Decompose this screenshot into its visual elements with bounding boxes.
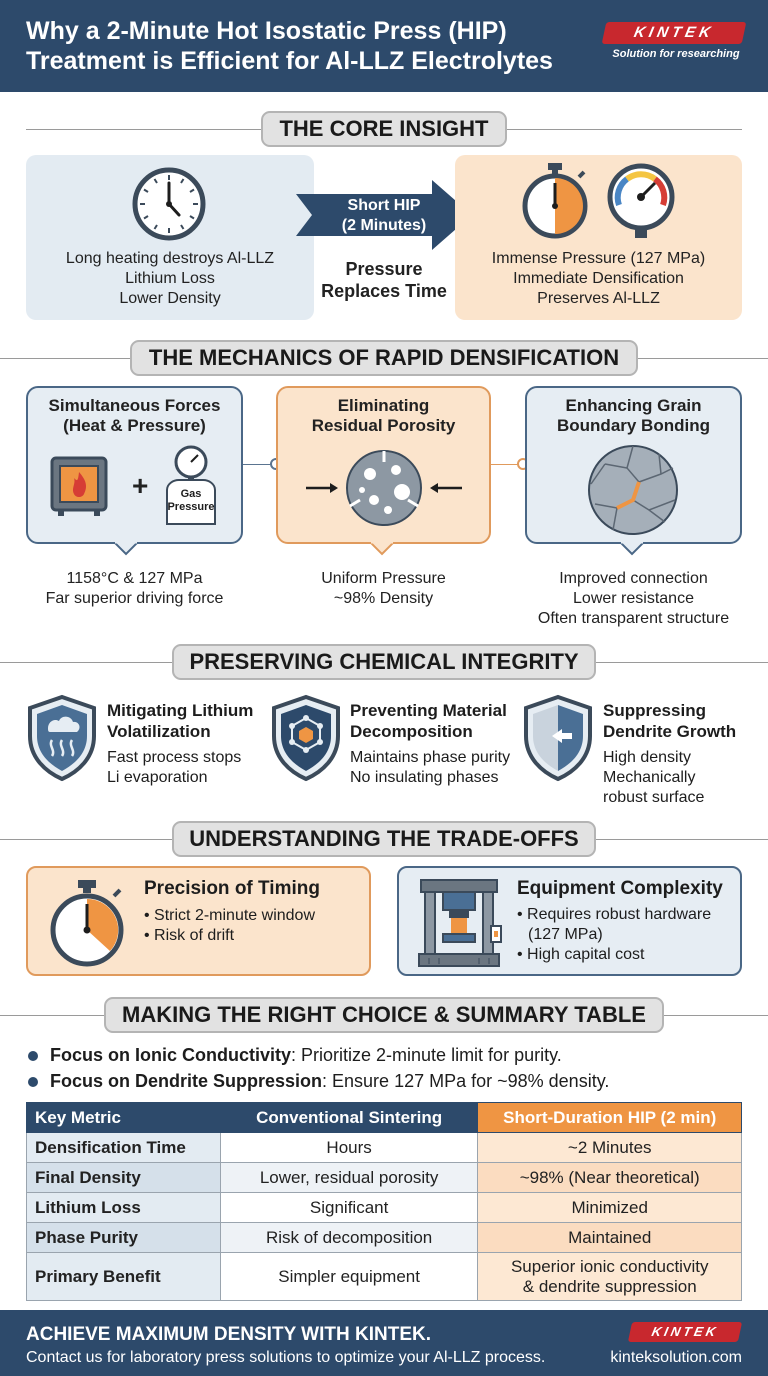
card-title: Enhancing Grain bbox=[565, 396, 702, 415]
tradeoff-title: Equipment Complexity bbox=[517, 878, 723, 899]
gauge-label: Pressure bbox=[167, 501, 215, 513]
arrow-label: Short HIP bbox=[347, 197, 421, 214]
tradeoff-title: Precision of Timing bbox=[144, 878, 320, 899]
card-caption: Improved connection bbox=[559, 570, 708, 587]
chem-item-title: Volatilization bbox=[107, 722, 211, 741]
footer-headline: ACHIEVE MAXIMUM DENSITY WITH KINTEK. bbox=[26, 1324, 431, 1345]
table-cell: Significant bbox=[220, 1193, 478, 1223]
summary-table bbox=[26, 1102, 742, 1301]
table-cell: ~98% (Near theoretical) bbox=[478, 1163, 742, 1193]
card-title: Simultaneous Forces bbox=[48, 396, 221, 415]
plus-icon: + bbox=[132, 470, 149, 501]
card-caption: Uniform Pressure bbox=[321, 570, 446, 587]
logo-tagline: Solution for researching bbox=[612, 48, 740, 60]
table-cell: Superior ionic conductivity & dendrite suppression bbox=[478, 1253, 742, 1301]
core-left-line: Long heating destroys Al-LLZ bbox=[65, 250, 275, 267]
card-caption: ~98% Density bbox=[333, 590, 434, 607]
shield-vapor-icon bbox=[26, 694, 98, 782]
tradeoff-bullet: Risk of drift bbox=[154, 927, 235, 944]
connector-line bbox=[243, 464, 273, 465]
chem-item-desc: Mechanically bbox=[603, 769, 696, 786]
chem-item-title: Mitigating Lithium bbox=[107, 701, 254, 720]
table-row bbox=[27, 1133, 742, 1163]
chem-item-desc: robust surface bbox=[603, 789, 705, 806]
table-row bbox=[27, 1163, 742, 1193]
tradeoff-equipment-card: Equipment Complexity • Requires robust hardware (127 MPa) • High capital cost bbox=[397, 866, 742, 976]
mechanics-card-grain bbox=[525, 386, 742, 544]
tradeoff-bullet: Requires robust hardware bbox=[527, 906, 712, 923]
table-row bbox=[27, 1253, 742, 1301]
choice-item: Focus on Ionic Conductivity: Prioritize 2-minute limit for purity. bbox=[50, 1045, 562, 1065]
bullet-icon bbox=[28, 1051, 38, 1061]
grain-boundary-icon bbox=[587, 444, 679, 536]
card-title: Boundary Bonding bbox=[557, 416, 710, 435]
chem-item-desc: No insulating phases bbox=[350, 769, 499, 786]
table-cell: Phase Purity bbox=[27, 1223, 221, 1253]
stopwatch-icon bbox=[519, 161, 591, 239]
kintek-logo[interactable]: KINTEK bbox=[602, 22, 747, 44]
card-caption: 1158°C & 127 MPa bbox=[66, 570, 203, 587]
furnace-icon bbox=[50, 456, 108, 518]
callout-pointer bbox=[114, 542, 138, 556]
bullet-icon bbox=[28, 1077, 38, 1087]
section-title-chemical: PRESERVING CHEMICAL INTEGRITY bbox=[172, 644, 596, 680]
callout-pointer bbox=[620, 542, 644, 556]
table-row bbox=[27, 1193, 742, 1223]
chem-item-title: Preventing Material bbox=[350, 701, 507, 720]
core-left-line: Lower Density bbox=[119, 290, 221, 307]
footer-subline: Contact us for laboratory press solutions to optimize your Al-LLZ process. bbox=[26, 1349, 546, 1366]
table-cell: Maintained bbox=[478, 1223, 742, 1253]
section-title-core: THE CORE INSIGHT bbox=[261, 111, 507, 147]
tradeoff-timing-card: Precision of Timing • Strict 2-minute window • Risk of drift bbox=[26, 866, 371, 976]
tradeoff-bullet: (127 MPa) bbox=[528, 926, 603, 943]
stopwatch-icon bbox=[46, 878, 128, 968]
card-caption: Far superior driving force bbox=[45, 590, 224, 607]
core-right-line: Immense Pressure (127 MPa) bbox=[491, 250, 706, 267]
chem-item-title: Decomposition bbox=[350, 722, 473, 741]
shield-cube-icon bbox=[270, 694, 342, 782]
table-row bbox=[27, 1223, 742, 1253]
table-cell: Risk of decomposition bbox=[220, 1223, 478, 1253]
table-header-row bbox=[27, 1103, 742, 1133]
core-left-box bbox=[26, 155, 314, 320]
core-right-line: Preserves Al-LLZ bbox=[537, 290, 660, 307]
table-cell: Primary Benefit bbox=[27, 1253, 221, 1301]
card-caption: Lower resistance bbox=[573, 590, 694, 607]
porous-particle-icon bbox=[304, 448, 464, 528]
table-cell: Simpler equipment bbox=[220, 1253, 478, 1301]
page-title: Why a 2-Minute Hot Isostatic Press (HIP) Treatment is Efficient for Al-LLZ Electrolytes bbox=[26, 17, 553, 75]
core-right-line: Immediate Densification bbox=[513, 270, 684, 287]
arrow-label: (2 Minutes) bbox=[341, 217, 427, 234]
table-header-cell: Short-Duration HIP (2 min) bbox=[478, 1103, 742, 1133]
card-title: Eliminating bbox=[337, 396, 430, 415]
core-center-line: Pressure bbox=[345, 259, 423, 279]
table-cell: Final Density bbox=[27, 1163, 221, 1193]
card-caption: Often transparent structure bbox=[537, 610, 730, 627]
table-header-cell: Key Metric bbox=[27, 1103, 221, 1133]
chem-item-desc: Li evaporation bbox=[107, 769, 208, 786]
mechanics-card-porosity bbox=[276, 386, 491, 544]
chem-item-title: Dendrite Growth bbox=[603, 722, 737, 741]
tradeoff-bullet: High capital cost bbox=[527, 946, 645, 963]
core-center-line: Replaces Time bbox=[321, 281, 447, 301]
chem-item-title: Suppressing bbox=[603, 701, 706, 720]
section-title-tradeoffs: UNDERSTANDING THE TRADE-OFFS bbox=[172, 821, 596, 857]
mechanics-card-forces bbox=[26, 386, 243, 544]
shield-arrow-icon bbox=[522, 694, 594, 782]
chem-item-desc: Maintains phase purity bbox=[350, 749, 511, 766]
section-title-mechanics: THE MECHANICS OF RAPID DENSIFICATION bbox=[130, 340, 638, 376]
choice-item: Focus on Dendrite Suppression: Ensure 127 MPa for ~98% density. bbox=[50, 1071, 610, 1091]
table-cell: ~2 Minutes bbox=[478, 1133, 742, 1163]
card-title: (Heat & Pressure) bbox=[63, 416, 206, 435]
table-cell: Minimized bbox=[478, 1193, 742, 1223]
chem-item-desc: Fast process stops bbox=[107, 749, 242, 766]
callout-pointer bbox=[370, 542, 394, 556]
valve-icon bbox=[489, 922, 505, 946]
section-title-summary: MAKING THE RIGHT CHOICE & SUMMARY TABLE bbox=[104, 997, 664, 1033]
table-cell: Lower, residual porosity bbox=[220, 1163, 478, 1193]
footer-kintek-logo[interactable]: KINTEK bbox=[628, 1322, 742, 1342]
clock-icon bbox=[130, 165, 208, 243]
table-cell: Lithium Loss bbox=[27, 1193, 221, 1223]
gauge-label: Gas bbox=[180, 488, 202, 500]
card-title: Residual Porosity bbox=[311, 416, 456, 435]
core-right-box bbox=[455, 155, 742, 320]
table-cell: Hours bbox=[220, 1133, 478, 1163]
tradeoff-bullet: Strict 2-minute window bbox=[154, 907, 315, 924]
footer-url-link[interactable]: kinteksolution.com bbox=[610, 1349, 742, 1366]
table-cell: Densification Time bbox=[27, 1133, 221, 1163]
pressure-gauge-icon bbox=[605, 163, 677, 241]
core-left-line: Lithium Loss bbox=[125, 270, 215, 287]
table-header-cell: Conventional Sintering bbox=[220, 1103, 478, 1133]
chem-item-desc: High density bbox=[603, 749, 692, 766]
